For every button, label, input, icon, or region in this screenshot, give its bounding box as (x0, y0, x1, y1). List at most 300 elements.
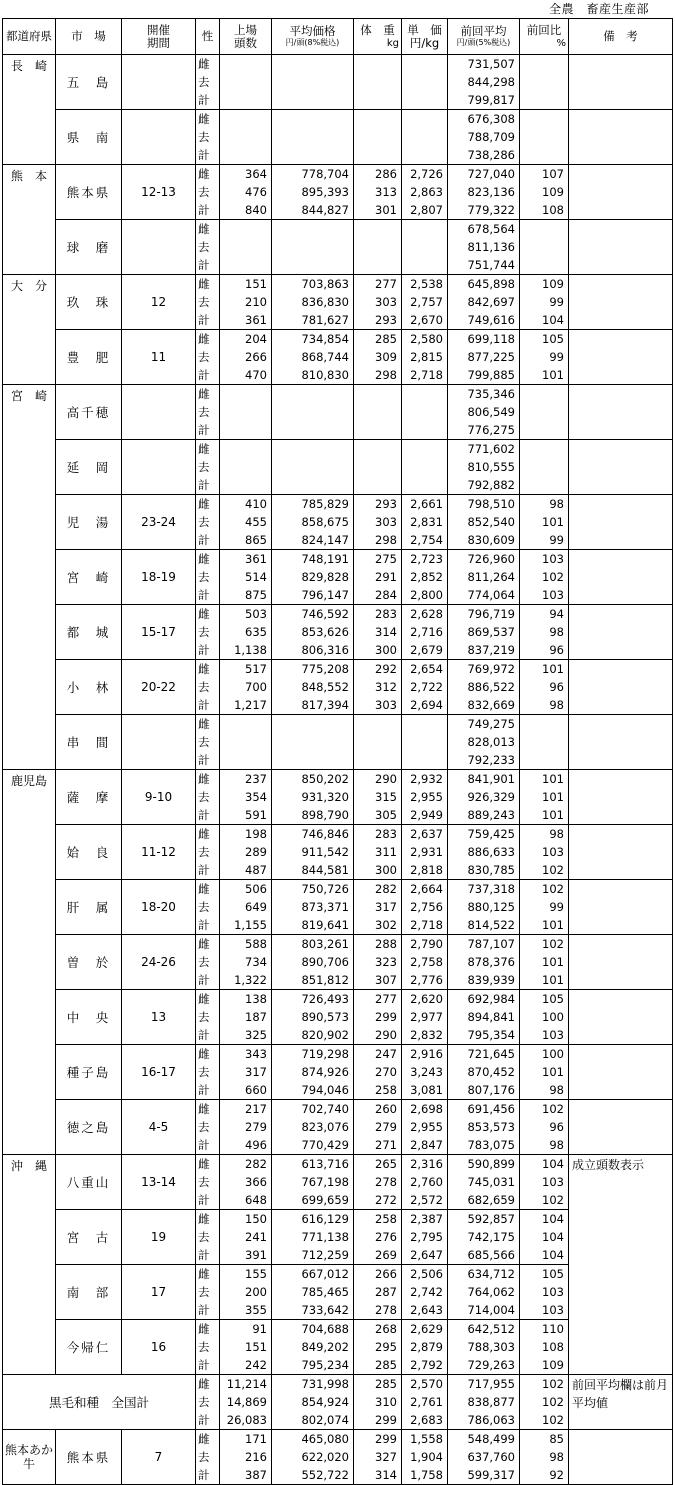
prev-avg-cell-line: 806,549 (467, 405, 515, 419)
price-cell-line: 806,316 (301, 643, 349, 657)
price-cell (272, 715, 354, 770)
table-row (3, 770, 673, 825)
ratio-cell (520, 1155, 569, 1210)
unit-price-cell-line: 2,716 (410, 625, 443, 639)
market-cell: 球 磨 (56, 220, 122, 275)
weight-cell (354, 330, 402, 385)
sex-cell (196, 220, 220, 275)
ratio-cell-line: 102 (542, 570, 564, 584)
unit-price-cell-line: 2,847 (410, 1138, 443, 1152)
ratio-cell-line: 103 (542, 1175, 564, 1189)
prev-avg-cell-line: 592,857 (467, 1212, 515, 1226)
ratio-cell-line: 100 (542, 1010, 564, 1024)
table-header (3, 19, 673, 55)
heads-cell (220, 385, 272, 440)
price-cell (272, 495, 354, 550)
unit-price-cell (402, 1155, 448, 1210)
prev-avg-cell-line: 807,176 (467, 1083, 515, 1097)
price-cell-line: 767,198 (301, 1175, 349, 1189)
ratio-cell-line: 107 (542, 167, 564, 181)
prev-avg-cell-line: 678,564 (467, 222, 515, 236)
weight-cell-line: 299 (375, 1010, 397, 1024)
weight-cell-line: 287 (375, 1285, 397, 1299)
ratio-cell (520, 55, 569, 110)
price-cell-line (272, 751, 353, 769)
header-note: 備 考 (569, 19, 673, 55)
unit-price-cell-line (402, 73, 447, 91)
unit-price-cell (402, 1210, 448, 1265)
note-cell (569, 165, 673, 220)
weight-cell-line: 307 (375, 973, 397, 987)
weight-cell (354, 1155, 402, 1210)
prev-avg-cell-line: 811,136 (467, 240, 515, 254)
prev-avg-cell (448, 935, 520, 990)
prev-avg-cell-line: 729,263 (467, 1358, 515, 1372)
weight-cell (354, 220, 402, 275)
price-cell (272, 1375, 354, 1430)
weight-cell (354, 385, 402, 440)
weight-cell-line (354, 110, 401, 128)
heads-cell-line: 241 (245, 1230, 267, 1244)
weight-cell-line (354, 476, 401, 494)
sex-cell-line: 雌 (198, 277, 210, 291)
unit-price-cell-line: 2,718 (410, 918, 443, 932)
sex-cell-line: 去 (198, 955, 210, 969)
unit-price-cell-line (402, 146, 447, 164)
sex-cell-line: 計 (198, 1303, 210, 1317)
note-cell (569, 1430, 673, 1485)
unit-price-cell-line: 2,722 (410, 680, 443, 694)
weight-cell-line: 283 (375, 607, 397, 621)
unit-price-cell (402, 1100, 448, 1155)
ratio-cell-line: 103 (542, 588, 564, 602)
unit-price-cell (402, 825, 448, 880)
period-cell: 17 (122, 1265, 196, 1320)
sex-cell-line: 去 (198, 790, 210, 804)
prev-avg-cell-line: 749,275 (467, 717, 515, 731)
prev-avg-cell-line: 796,719 (467, 607, 515, 621)
prev-avg-cell (448, 1045, 520, 1100)
ratio-cell-line (520, 751, 568, 769)
prev-avg-cell (448, 330, 520, 385)
heads-cell-line (220, 91, 271, 109)
prev-avg-cell-line: 699,118 (467, 332, 515, 346)
sex-cell-line: 去 (198, 570, 210, 584)
heads-cell (220, 440, 272, 495)
sex-cell-line: 計 (198, 1193, 210, 1207)
price-cell-line: 734,854 (301, 332, 349, 346)
prev-avg-cell-line: 731,507 (467, 57, 515, 71)
market-cell: 徳之島 (56, 1100, 122, 1155)
weight-cell-line: 292 (375, 662, 397, 676)
price-cell (272, 935, 354, 990)
price-cell-line: 819,641 (301, 918, 349, 932)
weight-cell-line: 270 (375, 1065, 397, 1079)
prev-avg-cell-line: 737,318 (467, 882, 515, 896)
unit-price-cell (402, 935, 448, 990)
prev-avg-cell-line: 792,882 (467, 478, 515, 492)
price-cell (272, 550, 354, 605)
weight-cell-line: 286 (375, 167, 397, 181)
prefecture-cell: 宮 崎 (3, 385, 56, 770)
period-cell: 18-19 (122, 550, 196, 605)
heads-cell (220, 110, 272, 165)
ratio-cell (520, 385, 569, 440)
price-cell (272, 1265, 354, 1320)
unit-price-cell-line: 2,387 (410, 1212, 443, 1226)
ratio-cell-line: 105 (542, 1267, 564, 1281)
weight-cell (354, 495, 402, 550)
ratio-cell (520, 990, 569, 1045)
heads-cell (220, 1430, 272, 1485)
prev-avg-cell-line: 742,175 (467, 1230, 515, 1244)
ratio-cell (520, 715, 569, 770)
prefecture-cell: 沖 縄 (3, 1155, 56, 1375)
prev-avg-cell-line: 642,512 (467, 1322, 515, 1336)
weight-cell-line: 323 (375, 955, 397, 969)
heads-cell-line: 470 (245, 368, 267, 382)
price-cell-line: 858,675 (301, 515, 349, 529)
sex-cell-line: 計 (198, 1138, 210, 1152)
table-row (3, 495, 673, 550)
table-row (3, 220, 673, 275)
ratio-cell-line (520, 91, 568, 109)
sex-cell (196, 1100, 220, 1155)
prev-avg-cell (448, 660, 520, 715)
unit-price-cell-line: 2,863 (410, 185, 443, 199)
sex-cell (196, 990, 220, 1045)
heads-cell (220, 880, 272, 935)
unit-price-cell-line (402, 476, 447, 494)
weight-cell-line: 258 (375, 1083, 397, 1097)
unit-price-cell-line: 2,538 (410, 277, 443, 291)
period-cell (122, 220, 196, 275)
sex-cell-line: 去 (198, 1120, 210, 1134)
price-cell (272, 110, 354, 165)
weight-cell-line: 293 (375, 313, 397, 327)
sex-cell-line: 計 (198, 643, 210, 657)
note-cell (569, 880, 673, 935)
sex-cell-line: 計 (198, 148, 210, 162)
sex-cell-line: 雌 (198, 1377, 210, 1391)
weight-cell-line: 303 (375, 295, 397, 309)
weight-cell-line: 269 (375, 1248, 397, 1262)
prev-avg-cell-line: 870,452 (467, 1065, 515, 1079)
price-cell (272, 660, 354, 715)
unit-price-cell-line: 2,661 (410, 497, 443, 511)
unit-price-cell-line: 2,570 (410, 1377, 443, 1391)
unit-price-cell-line: 2,723 (410, 552, 443, 566)
sex-cell-line: 去 (198, 735, 210, 749)
header-sex: 性 (196, 19, 220, 55)
header-weight: 体 重 kg (354, 19, 402, 55)
weight-cell-line: 291 (375, 570, 397, 584)
heads-cell-line: 354 (245, 790, 267, 804)
sex-cell-line: 雌 (198, 607, 210, 621)
prev-avg-cell (448, 715, 520, 770)
price-cell-line (272, 715, 353, 733)
header-unit-price: 単 価 円/kg (402, 19, 448, 55)
unit-price-cell-line: 2,643 (410, 1303, 443, 1317)
sex-cell (196, 1155, 220, 1210)
heads-cell-line: 635 (245, 625, 267, 639)
ratio-cell (520, 330, 569, 385)
note-cell (569, 935, 673, 990)
unit-price-cell-line: 2,807 (410, 203, 443, 217)
sex-cell-line: 雌 (198, 1212, 210, 1226)
weight-cell-line: 277 (375, 277, 397, 291)
unit-price-cell-line (402, 128, 447, 146)
unit-price-cell-line: 2,683 (410, 1413, 443, 1427)
weight-cell (354, 770, 402, 825)
ratio-cell-line: 104 (542, 1212, 564, 1226)
unit-price-cell-line: 2,628 (410, 607, 443, 621)
period-cell: 9-10 (122, 770, 196, 825)
sex-cell-line: 去 (198, 240, 210, 254)
sex-cell-line: 雌 (198, 827, 210, 841)
price-cell-line: 850,202 (301, 772, 349, 786)
prev-avg-cell (448, 1210, 520, 1265)
weight-cell-line: 282 (375, 882, 397, 896)
sex-cell-line: 計 (198, 423, 210, 437)
heads-cell-line: 875 (245, 588, 267, 602)
prev-avg-cell-line: 926,329 (467, 790, 515, 804)
unit-price-cell (402, 605, 448, 660)
ratio-cell-line: 99 (549, 900, 564, 914)
ratio-cell-line: 98 (549, 827, 564, 841)
prev-avg-cell-line: 799,885 (467, 368, 515, 382)
prev-avg-cell-line: 788,709 (467, 130, 515, 144)
prev-avg-cell (448, 495, 520, 550)
note-cell (569, 110, 673, 165)
weight-cell-line: 276 (375, 1230, 397, 1244)
sex-cell-line: 雌 (198, 1432, 210, 1446)
prev-avg-cell (448, 1265, 520, 1320)
ratio-cell-line: 110 (542, 1322, 564, 1336)
weight-cell (354, 825, 402, 880)
sex-cell (196, 275, 220, 330)
market-cell: 熊本県 (56, 1430, 122, 1485)
note-cell (569, 440, 673, 495)
price-cell (272, 880, 354, 935)
table-row (3, 165, 673, 220)
market-cell: 種子島 (56, 1045, 122, 1100)
weight-cell-line: 288 (375, 937, 397, 951)
ratio-cell-line: 103 (542, 1028, 564, 1042)
ratio-cell (520, 550, 569, 605)
weight-cell (354, 660, 402, 715)
ratio-cell-line (520, 733, 568, 751)
prev-avg-cell-line: 759,425 (467, 827, 515, 841)
sex-cell (196, 1265, 220, 1320)
ratio-cell-line: 103 (542, 1303, 564, 1317)
ratio-cell-line: 101 (542, 955, 564, 969)
table-row (3, 605, 673, 660)
unit-price-cell-line: 2,670 (410, 313, 443, 327)
ratio-cell-line: 99 (549, 350, 564, 364)
prev-avg-cell-line: 788,303 (467, 1340, 515, 1354)
period-cell: 11-12 (122, 825, 196, 880)
unit-price-cell (402, 715, 448, 770)
prev-avg-cell-line: 787,107 (467, 937, 515, 951)
weight-cell-line: 298 (375, 368, 397, 382)
weight-cell-line: 299 (375, 1432, 397, 1446)
price-cell-line: 794,046 (301, 1083, 349, 1097)
weight-cell-line (354, 73, 401, 91)
prev-avg-cell-line: 776,275 (467, 423, 515, 437)
period-cell: 23-24 (122, 495, 196, 550)
unit-price-cell-line: 2,792 (410, 1358, 443, 1372)
price-cell-line: 873,371 (301, 900, 349, 914)
heads-cell (220, 1045, 272, 1100)
ratio-cell-line: 103 (542, 845, 564, 859)
unit-price-cell-line: 2,932 (410, 772, 443, 786)
prev-avg-cell-line: 841,901 (467, 772, 515, 786)
weight-cell-line: 279 (375, 1120, 397, 1134)
heads-cell-line: 200 (245, 1285, 267, 1299)
unit-price-cell-line: 2,795 (410, 1230, 443, 1244)
price-cell-line (272, 476, 353, 494)
unit-price-cell-line: 1,904 (410, 1450, 443, 1464)
heads-cell-line: 865 (245, 533, 267, 547)
sex-cell-line: 雌 (198, 1322, 210, 1336)
weight-cell-line: 313 (375, 185, 397, 199)
sex-cell-line: 計 (198, 93, 210, 107)
ratio-cell-line: 94 (549, 607, 564, 621)
unit-price-cell-line: 2,879 (410, 1340, 443, 1354)
unit-price-cell-line: 2,761 (410, 1395, 443, 1409)
period-cell (122, 440, 196, 495)
weight-cell (354, 1210, 402, 1265)
weight-cell (354, 550, 402, 605)
unit-price-cell-line: 2,790 (410, 937, 443, 951)
heads-cell (220, 550, 272, 605)
unit-price-cell-line: 2,316 (410, 1157, 443, 1171)
ratio-cell-line (520, 146, 568, 164)
weight-cell-line: 284 (375, 588, 397, 602)
sex-cell-line: 計 (198, 918, 210, 932)
unit-price-cell (402, 330, 448, 385)
ratio-cell-line: 105 (542, 332, 564, 346)
heads-cell-line: 455 (245, 515, 267, 529)
weight-cell-line: 285 (375, 332, 397, 346)
unit-price-cell-line (402, 385, 447, 403)
price-cell-line: 849,202 (301, 1340, 349, 1354)
heads-cell-line: 26,083 (226, 1413, 267, 1427)
heads-cell-line: 11,214 (226, 1377, 267, 1391)
prefecture-cell: 鹿児島 (3, 770, 56, 1155)
ratio-cell-line (520, 403, 568, 421)
weight-cell (354, 1265, 402, 1320)
weight-cell (354, 1045, 402, 1100)
unit-price-cell (402, 165, 448, 220)
prev-avg-cell-line: 779,322 (467, 203, 515, 217)
unit-price-cell (402, 1375, 448, 1430)
unit-price-cell-line: 2,977 (410, 1010, 443, 1024)
sex-cell-line: 去 (198, 515, 210, 529)
heads-cell-line: 138 (245, 992, 267, 1006)
heads-cell-line: 150 (245, 1212, 267, 1226)
unit-price-cell (402, 1265, 448, 1320)
prev-avg-cell (448, 220, 520, 275)
prev-avg-cell-line: 726,960 (467, 552, 515, 566)
prev-avg-cell-line: 832,669 (467, 698, 515, 712)
unit-price-cell-line: 3,243 (410, 1065, 443, 1079)
unit-price-cell-line: 2,726 (410, 167, 443, 181)
table-row (3, 935, 673, 990)
prev-avg-cell-line: 842,697 (467, 295, 515, 309)
sex-cell (196, 385, 220, 440)
unit-price-cell-line: 2,955 (410, 790, 443, 804)
ratio-cell-line: 101 (542, 973, 564, 987)
weight-cell-line: 258 (375, 1212, 397, 1226)
note-cell (569, 605, 673, 660)
sex-cell-line: 雌 (198, 332, 210, 346)
heads-cell (220, 55, 272, 110)
prev-avg-cell-line: 814,522 (467, 918, 515, 932)
price-cell-line (272, 440, 353, 458)
price-cell (272, 1100, 354, 1155)
unit-price-cell-line: 2,718 (410, 368, 443, 382)
ratio-cell (520, 770, 569, 825)
table-row (3, 1045, 673, 1100)
header-period: 開催 期間 (122, 19, 196, 55)
ratio-cell-line: 104 (542, 1248, 564, 1262)
heads-cell-line: 506 (245, 882, 267, 896)
unit-price-cell-line: 2,620 (410, 992, 443, 1006)
unit-price-cell-line: 2,949 (410, 808, 443, 822)
ratio-cell (520, 605, 569, 660)
weight-cell-line: 309 (375, 350, 397, 364)
unit-price-cell (402, 495, 448, 550)
prefecture-cell: 熊本あか牛 (3, 1430, 56, 1485)
market-cell: 宮 古 (56, 1210, 122, 1265)
weight-cell (354, 1430, 402, 1485)
sex-cell-line: 雌 (198, 1047, 210, 1061)
prev-avg-cell-line: 799,817 (467, 93, 515, 107)
price-cell-line: 771,138 (301, 1230, 349, 1244)
market-cell: 肝 属 (56, 880, 122, 935)
prev-avg-cell-line: 721,645 (467, 1047, 515, 1061)
sex-cell (196, 935, 220, 990)
prev-avg-cell-line: 727,040 (467, 167, 515, 181)
weight-cell-line: 311 (375, 845, 397, 859)
weight-cell (354, 440, 402, 495)
table-row (3, 440, 673, 495)
period-cell: 4-5 (122, 1100, 196, 1155)
sex-cell-line: 雌 (198, 992, 210, 1006)
ratio-cell-line (520, 421, 568, 439)
table-row (3, 550, 673, 605)
market-cell: 児 湯 (56, 495, 122, 550)
ratio-cell-line: 108 (542, 1340, 564, 1354)
period-cell: 12 (122, 275, 196, 330)
heads-cell-line (220, 110, 271, 128)
unit-price-cell (402, 1430, 448, 1485)
heads-cell-line: 649 (245, 900, 267, 914)
prev-avg-cell-line: 599,317 (467, 1468, 515, 1482)
price-cell-line: 746,592 (301, 607, 349, 621)
price-cell-line: 848,552 (301, 680, 349, 694)
heads-cell-line (220, 476, 271, 494)
weight-cell-line: 300 (375, 643, 397, 657)
header-prev-avg: 前回平均 円/頭(5%税込) (448, 19, 520, 55)
sex-cell-line: 計 (198, 368, 210, 382)
period-cell: 24-26 (122, 935, 196, 990)
sex-cell-line: 計 (198, 533, 210, 547)
unit-price-cell-line (402, 733, 447, 751)
weight-cell-line: 247 (375, 1047, 397, 1061)
